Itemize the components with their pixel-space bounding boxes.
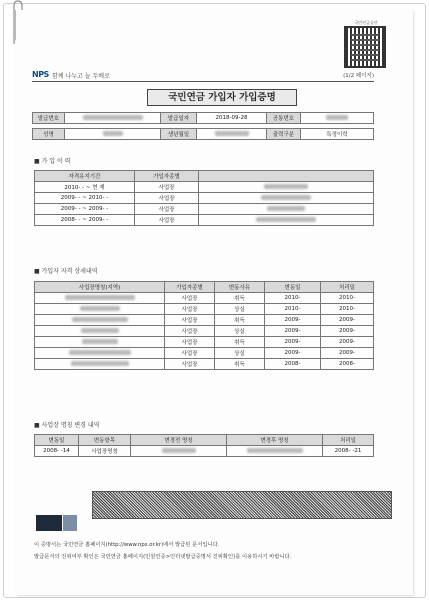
type-cell: 사업장 bbox=[165, 315, 215, 326]
type-cell: 사업장 bbox=[135, 193, 199, 204]
period-cell: 2008- - ~ 2009- - bbox=[35, 215, 135, 226]
table-row bbox=[35, 182, 374, 193]
document-sheet bbox=[16, 10, 413, 595]
column-header: 자격유지기간 bbox=[35, 171, 135, 182]
change-date-cell: 2008- -14 bbox=[35, 446, 79, 457]
table-row bbox=[35, 326, 374, 337]
info-label: 성명 bbox=[33, 129, 65, 140]
name-change-table bbox=[34, 434, 374, 457]
column-header: 변경전 명칭 bbox=[131, 435, 227, 446]
change-date-cell: 2010- bbox=[265, 293, 321, 304]
reason-cell: 상실 bbox=[215, 304, 265, 315]
logo-tagline: 함께 나누고 늘 두배로 bbox=[52, 73, 110, 80]
process-date-cell: 2009- bbox=[321, 315, 374, 326]
table-row bbox=[35, 337, 374, 348]
type-cell: 사업장 bbox=[165, 359, 215, 370]
type-cell: 사업장 bbox=[165, 293, 215, 304]
info-label: 출력구분 bbox=[267, 129, 301, 140]
item-cell: 사업장명칭 bbox=[79, 446, 131, 457]
blurred-cell bbox=[35, 304, 165, 315]
nps-logo: NPS bbox=[32, 70, 49, 79]
change-date-cell: 2008- bbox=[265, 359, 321, 370]
type-cell: 사업장 bbox=[165, 326, 215, 337]
change-date-cell: 2009- bbox=[265, 348, 321, 359]
security-barcode bbox=[92, 491, 392, 519]
blurred-cell bbox=[199, 182, 374, 193]
info-value bbox=[301, 113, 374, 124]
reason-cell: 취득 bbox=[215, 293, 265, 304]
column-header bbox=[199, 171, 374, 182]
blurred-cell bbox=[35, 359, 165, 370]
change-date-cell: 2010- bbox=[265, 304, 321, 315]
column-header: 변동일 bbox=[35, 435, 79, 446]
info-label: 발급일자 bbox=[161, 113, 197, 124]
reason-cell: 상실 bbox=[215, 348, 265, 359]
reason-cell: 취득 bbox=[215, 359, 265, 370]
table-row bbox=[35, 215, 374, 226]
blurred-cell bbox=[35, 326, 165, 337]
type-cell: 사업장 bbox=[165, 304, 215, 315]
document-title: 국민연금 가입자 가입증명 bbox=[147, 89, 297, 106]
column-header: 처리일 bbox=[323, 435, 374, 446]
blurred-cell bbox=[131, 446, 227, 457]
column-header: 변동일 bbox=[265, 282, 321, 293]
footer-line-1: 이 증명서는 국민연금 홈페이지(http://www.nps.or.kr)에서 발급된 문서입니다. bbox=[34, 542, 220, 548]
page-indicator: (1/2 페이지) bbox=[343, 73, 374, 79]
enrollment-history-table bbox=[34, 170, 374, 226]
type-cell: 사업장 bbox=[135, 215, 199, 226]
process-date-cell: 2008- bbox=[321, 359, 374, 370]
process-date-cell: 2010- bbox=[321, 304, 374, 315]
blurred-cell bbox=[35, 348, 165, 359]
column-header: 가입자종별 bbox=[135, 171, 199, 182]
blurred-cell bbox=[199, 193, 374, 204]
table-row bbox=[35, 193, 374, 204]
reason-cell: 상실 bbox=[215, 326, 265, 337]
table-row bbox=[35, 315, 374, 326]
qualification-detail-table bbox=[34, 281, 374, 370]
table-row bbox=[35, 293, 374, 304]
info-row bbox=[33, 129, 374, 140]
process-date-cell: 2009- bbox=[321, 326, 374, 337]
column-header: 사업장명칭(지역) bbox=[35, 282, 165, 293]
issue-date: 2018-09-28 bbox=[197, 113, 267, 124]
type-cell: 사업장 bbox=[135, 182, 199, 193]
output-type: 특정이력 bbox=[301, 129, 374, 140]
process-date-cell: 2009- bbox=[321, 348, 374, 359]
document-header bbox=[32, 70, 374, 82]
qr-caption: 국민연금공단 bbox=[354, 20, 378, 25]
info-label: 공통번호 bbox=[267, 113, 301, 124]
column-header: 처리일 bbox=[321, 282, 374, 293]
info-value bbox=[197, 129, 267, 140]
table-row bbox=[35, 359, 374, 370]
info-table bbox=[32, 112, 374, 140]
column-header: 변동항목 bbox=[79, 435, 131, 446]
blurred-cell bbox=[199, 215, 374, 226]
blurred-cell bbox=[227, 446, 323, 457]
table-row bbox=[35, 304, 374, 315]
period-cell: 2009- - ~ 2009- - bbox=[35, 204, 135, 215]
type-cell: 사업장 bbox=[165, 348, 215, 359]
section-heading: ■ 사업장 명칭 변경 내역 bbox=[34, 422, 100, 429]
table-row bbox=[35, 348, 374, 359]
type-cell: 사업장 bbox=[165, 337, 215, 348]
period-cell: 2009- - ~ 2010- - bbox=[35, 193, 135, 204]
change-date-cell: 2009- bbox=[265, 315, 321, 326]
reason-cell: 취득 bbox=[215, 337, 265, 348]
info-label: 발급번호 bbox=[33, 113, 65, 124]
info-label: 생년월일 bbox=[161, 129, 197, 140]
info-value bbox=[65, 113, 161, 124]
process-date-cell: 2008- -21 bbox=[323, 446, 374, 457]
document-stamp bbox=[36, 515, 84, 531]
section-heading: ■ 가입자 자격 상세내역 bbox=[34, 268, 98, 275]
blurred-cell bbox=[35, 293, 165, 304]
process-date-cell: 2009- bbox=[321, 337, 374, 348]
column-header: 변경후 명칭 bbox=[227, 435, 323, 446]
type-cell: 사업장 bbox=[135, 204, 199, 215]
change-date-cell: 2009- bbox=[265, 326, 321, 337]
process-date-cell: 2010- bbox=[321, 293, 374, 304]
info-row bbox=[33, 113, 374, 124]
table-row bbox=[35, 446, 374, 457]
period-cell: 2010- - ~ 현 재 bbox=[35, 182, 135, 193]
info-value bbox=[65, 129, 161, 140]
reason-cell: 취득 bbox=[215, 315, 265, 326]
column-header: 가입자종별 bbox=[165, 282, 215, 293]
section-heading: ■ 가 입 이 력 bbox=[34, 158, 71, 165]
blurred-cell bbox=[35, 315, 165, 326]
footer-line-2: 발급문서의 진위여부 확인은 국민연금 홈페이지(민원인증>인터넷발급증명서 진위확인)를 이용하시기 바랍니다. bbox=[34, 554, 292, 560]
column-header: 변동사유 bbox=[215, 282, 265, 293]
blurred-cell bbox=[199, 204, 374, 215]
change-date-cell: 2009- bbox=[265, 337, 321, 348]
qr-code-icon bbox=[344, 26, 386, 68]
blurred-cell bbox=[35, 337, 165, 348]
table-row bbox=[35, 204, 374, 215]
